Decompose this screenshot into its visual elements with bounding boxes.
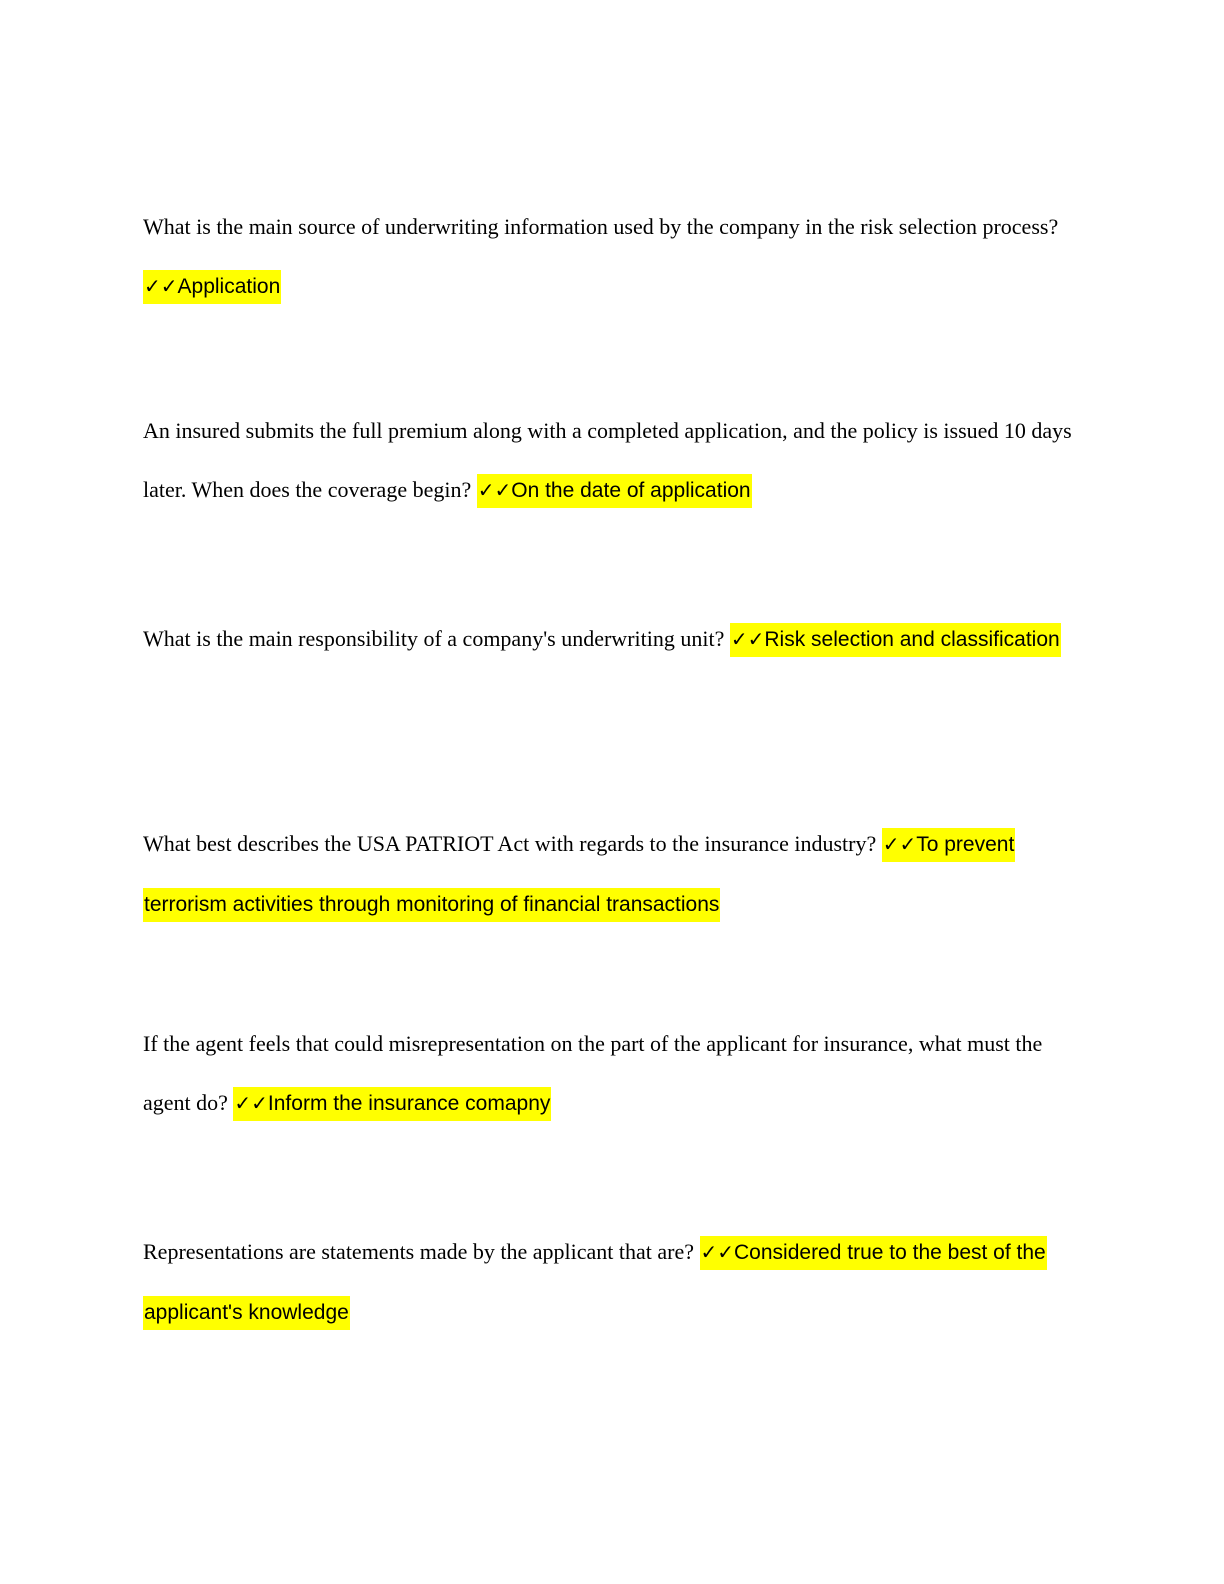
question-text: What is the main source of underwriting information used by the company in the risk selection process?	[143, 214, 1059, 239]
double-check-icon: ✓✓	[144, 274, 178, 298]
qa-item	[143, 197, 1083, 316]
answer-text: Considered true to the best of the applicant's knowledge	[144, 1241, 1046, 1324]
double-check-icon: ✓✓	[730, 627, 765, 651]
double-check-icon: ✓✓	[700, 1240, 735, 1264]
answer-highlight	[143, 270, 281, 304]
qa-item	[143, 1222, 1083, 1342]
question-text: If the agent feels that could misrepresentation on the part of the applicant for insurance, what must the agent do?	[143, 1031, 1043, 1115]
answer-text: Risk selection and classification	[764, 628, 1060, 651]
qa-item	[143, 401, 1083, 520]
question-text: What is the main responsibility of a company's underwriting unit?	[143, 626, 725, 651]
answer-text: Application	[177, 275, 281, 298]
answer-text: On the date of application	[511, 479, 751, 502]
qa-item	[143, 609, 1083, 669]
answer-text: To prevent terrorism activities through monitoring of financial transactions	[144, 833, 1015, 916]
question-text: What best describes the USA PATRIOT Act with regards to the insurance industry?	[143, 831, 877, 856]
answer-highlight	[730, 623, 1061, 657]
answer-highlight	[233, 1087, 551, 1121]
answer-highlight	[477, 474, 752, 508]
question-text: An insured submits the full premium along with a completed application, and the policy is issued 10 days later. When does the coverage begin?	[143, 418, 1072, 502]
qa-item	[143, 1014, 1083, 1133]
double-check-icon: ✓✓	[882, 832, 917, 856]
double-check-icon: ✓✓	[477, 478, 512, 502]
double-check-icon: ✓✓	[234, 1091, 268, 1115]
question-text: Representations are statements made by the applicant that are?	[143, 1239, 694, 1264]
answer-text: Inform the insurance comapny	[267, 1092, 551, 1115]
qa-item	[143, 814, 1083, 934]
